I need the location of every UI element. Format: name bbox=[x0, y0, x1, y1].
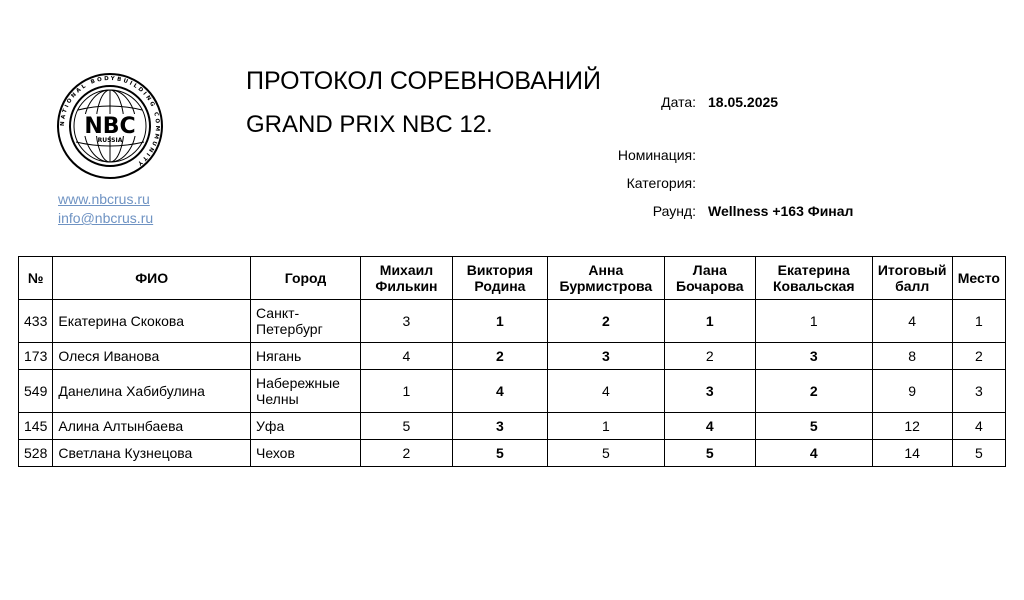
cell-score-4: 2 bbox=[664, 343, 755, 370]
cell-score-5: 4 bbox=[755, 440, 872, 467]
cell-score-3: 4 bbox=[547, 370, 664, 413]
event-title: GRAND PRIX NBC 12. bbox=[246, 111, 493, 138]
header-num: № bbox=[19, 257, 53, 300]
cell-num: 549 bbox=[19, 370, 53, 413]
category-label: Категория: bbox=[626, 175, 696, 191]
cell-score-3: 2 bbox=[547, 300, 664, 343]
cell-total: 12 bbox=[872, 413, 952, 440]
cell-score-3: 3 bbox=[547, 343, 664, 370]
cell-score-2: 4 bbox=[452, 370, 547, 413]
header-judge-2: Виктория Родина bbox=[452, 257, 547, 300]
cell-city: Нягань bbox=[251, 343, 361, 370]
cell-place: 3 bbox=[952, 370, 1005, 413]
cell-num: 433 bbox=[19, 300, 53, 343]
cell-score-3: 1 bbox=[547, 413, 664, 440]
logo-text: NBC bbox=[84, 114, 136, 139]
round-value: Wellness +163 Финал bbox=[708, 203, 854, 219]
cell-num: 528 bbox=[19, 440, 53, 467]
results-table bbox=[18, 256, 1006, 467]
round-row bbox=[560, 203, 853, 219]
logo-ring-text: NATIONAL BODYBUILDING COMMUNITY bbox=[59, 75, 161, 168]
cell-city: Набережные Челны bbox=[251, 370, 361, 413]
category-row bbox=[560, 175, 708, 191]
round-label: Раунд: bbox=[652, 203, 696, 219]
contact-links bbox=[58, 190, 153, 228]
cell-total: 8 bbox=[872, 343, 952, 370]
page-title: ПРОТОКОЛ СОРЕВНОВАНИЙ bbox=[246, 67, 601, 95]
header-city: Город bbox=[251, 257, 361, 300]
date-row bbox=[560, 94, 778, 110]
cell-name: Светлана Кузнецова bbox=[53, 440, 251, 467]
header-name: ФИО bbox=[53, 257, 251, 300]
cell-score-5: 5 bbox=[755, 413, 872, 440]
date-label: Дата: bbox=[661, 94, 696, 110]
cell-name: Екатерина Скокова bbox=[53, 300, 251, 343]
website-link[interactable]: www.nbcrus.ru bbox=[58, 191, 150, 207]
header-total: Итоговый балл bbox=[872, 257, 952, 300]
header-judge-5: Екатерина Ковальская bbox=[755, 257, 872, 300]
cell-place: 1 bbox=[952, 300, 1005, 343]
email-link[interactable]: info@nbcrus.ru bbox=[58, 210, 154, 226]
cell-score-4: 5 bbox=[664, 440, 755, 467]
cell-total: 14 bbox=[872, 440, 952, 467]
cell-place: 5 bbox=[952, 440, 1005, 467]
nomination-row bbox=[560, 147, 708, 163]
cell-score-1: 5 bbox=[360, 413, 452, 440]
cell-score-2: 1 bbox=[452, 300, 547, 343]
cell-score-5: 3 bbox=[755, 343, 872, 370]
header-judge-3: Анна Бурмистрова bbox=[547, 257, 664, 300]
cell-num: 145 bbox=[19, 413, 53, 440]
cell-score-1: 1 bbox=[360, 370, 452, 413]
cell-score-2: 2 bbox=[452, 343, 547, 370]
date-value: 18.05.2025 bbox=[708, 94, 779, 110]
cell-name: Олеся Иванова bbox=[53, 343, 251, 370]
cell-name: Данелина Хабибулина bbox=[53, 370, 251, 413]
cell-score-5: 2 bbox=[755, 370, 872, 413]
header-row bbox=[19, 257, 1006, 300]
header-judge-1: Михаил Филькин bbox=[360, 257, 452, 300]
table-row bbox=[19, 300, 1006, 343]
cell-score-2: 5 bbox=[452, 440, 547, 467]
cell-score-4: 4 bbox=[664, 413, 755, 440]
logo-subtext: RUSSIA bbox=[97, 137, 123, 144]
cell-score-1: 3 bbox=[360, 300, 452, 343]
cell-place: 4 bbox=[952, 413, 1005, 440]
cell-score-1: 2 bbox=[360, 440, 452, 467]
cell-city: Чехов bbox=[251, 440, 361, 467]
header-judge-4: Лана Бочарова bbox=[664, 257, 755, 300]
cell-score-4: 1 bbox=[664, 300, 755, 343]
cell-city: Санкт-Петербург bbox=[251, 300, 361, 343]
table-row bbox=[19, 440, 1006, 467]
cell-place: 2 bbox=[952, 343, 1005, 370]
cell-total: 4 bbox=[872, 300, 952, 343]
cell-score-1: 4 bbox=[360, 343, 452, 370]
table-row bbox=[19, 413, 1006, 440]
table-row bbox=[19, 343, 1006, 370]
cell-total: 9 bbox=[872, 370, 952, 413]
cell-score-2: 3 bbox=[452, 413, 547, 440]
cell-city: Уфа bbox=[251, 413, 361, 440]
table-row bbox=[19, 370, 1006, 413]
header-place: Место bbox=[952, 257, 1005, 300]
nomination-label: Номинация: bbox=[617, 147, 696, 163]
cell-score-4: 3 bbox=[664, 370, 755, 413]
cell-score-5: 1 bbox=[755, 300, 872, 343]
cell-name: Алина Алтынбаева bbox=[53, 413, 251, 440]
cell-score-3: 5 bbox=[547, 440, 664, 467]
nbc-logo bbox=[56, 72, 164, 180]
cell-num: 173 bbox=[19, 343, 53, 370]
